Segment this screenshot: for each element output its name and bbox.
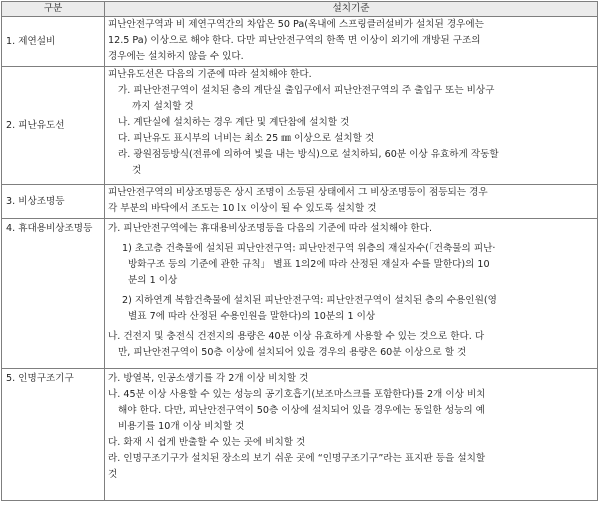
standard-line: 나. 건전지 및 충전식 건전지의 용량은 40분 이상 유효하게 사용할 수 있는 것으로 한다. 다 xyxy=(108,331,485,342)
standards-document xyxy=(1,1,598,501)
standard-line: 다. 화재 시 쉽게 반출할 수 있는 곳에 비치할 것 xyxy=(108,437,306,448)
row-standard xyxy=(105,67,598,185)
standard-line: 만, 피난안전구역이 50층 이상에 설치되어 있을 경우의 용량은 60분 이상으로 할 것 xyxy=(118,347,467,358)
standard-line: 가. 방열복, 인공소생기를 각 2개 이상 비치할 것 xyxy=(108,373,309,384)
standard-line: 1) 초고층 건축물에 설치된 피난안전구역: 피난안전구역 위층의 재실자수(「건축물의 피난· xyxy=(122,243,496,254)
standard-line: 해야 한다. 다만, 피난안전구역이 50층 이상에 설치되어 있을 경우에는 동일한 성능의 예 xyxy=(118,405,485,416)
standard-line: 까지 설치할 것 xyxy=(132,101,194,112)
standard-line: 가. 피난안전구역에는 휴대용비상조명등을 다음의 기준에 따라 설치해야 한다. xyxy=(108,223,433,234)
row-standard xyxy=(105,369,598,501)
standard-line: 것 xyxy=(132,165,142,176)
standard-line: 나. 계단실에 설치하는 경우 계단 및 계단참에 설치할 것 xyxy=(118,117,350,128)
row-category: 1. 제연설비 xyxy=(2,17,105,67)
row-category: 2. 피난유도선 xyxy=(2,67,105,185)
row-standard xyxy=(105,17,598,67)
table-row xyxy=(2,17,598,67)
row-category: 4. 휴대용비상조명등 xyxy=(2,219,105,369)
column-header-standard: 설치기준 xyxy=(105,2,598,17)
table-row xyxy=(2,67,598,185)
standard-line: 각 부분의 바닥에서 조도는 10 ㏓ 이상이 될 수 있도록 설치할 것 xyxy=(108,203,377,214)
table-row xyxy=(2,219,598,369)
row-standard xyxy=(105,219,598,369)
standard-line: 비용기를 10개 이상 비치할 것 xyxy=(118,421,245,432)
standard-line: 분의 1 이상 xyxy=(128,275,178,286)
standard-line: 2) 지하연계 복합건축물에 설치된 피난안전구역: 피난안전구역이 설치된 층의 수용인원(영 xyxy=(122,295,497,306)
standard-line: 12.5 Pa) 이상으로 해야 한다. 다만 피난안전구역의 한쪽 면 이상이 외기에 개방된 구조의 xyxy=(108,35,481,46)
standard-line: 경우에는 설치하지 않을 수 있다. xyxy=(108,51,244,62)
table-header-row xyxy=(2,2,598,17)
row-category: 3. 비상조명등 xyxy=(2,185,105,219)
standard-line: 피난유도선은 다음의 기준에 따라 설치해야 한다. xyxy=(108,69,312,80)
installation-standards-table xyxy=(1,1,598,501)
column-header-category: 구분 xyxy=(2,2,105,17)
standard-line: 방화구조 등의 기준에 관한 규칙」 별표 1의2에 따라 산정된 재실자 수를 말한다)의 10 xyxy=(128,259,490,270)
standard-line: 다. 피난유도 표시부의 너비는 최소 25 ㎜ 이상으로 설치할 것 xyxy=(118,133,375,144)
standard-line: 라. 인명구조기구가 설치된 장소의 보기 쉬운 곳에 “인명구조기구”라는 표지판 등을 설치할 xyxy=(108,453,486,464)
standard-line: 나. 45분 이상 사용할 수 있는 성능의 공기호흡기(보조마스크를 포함한다)를 2개 이상 비치 xyxy=(108,389,486,400)
table-row xyxy=(2,185,598,219)
row-standard xyxy=(105,185,598,219)
standard-line: 별표 7에 따라 산정된 수용인원을 말한다)의 10분의 1 이상 xyxy=(128,311,376,322)
standard-line: 것 xyxy=(108,469,118,480)
standard-line: 라. 광원점등방식(전류에 의하여 빛을 내는 방식)으로 설치하되, 60분 이상 유효하게 작동할 xyxy=(118,149,499,160)
table-row xyxy=(2,369,598,501)
standard-line: 피난안전구역의 비상조명등은 상시 조명이 소등된 상태에서 그 비상조명등이 점등되는 경우 xyxy=(108,187,488,198)
standard-line: 피난안전구역과 비 제연구역간의 차압은 50 Pa(옥내에 스프링클러설비가 설치된 경우에는 xyxy=(108,19,484,30)
standard-line: 가. 피난안전구역이 설치된 층의 계단실 출입구에서 피난안전구역의 주 출입구 또는 비상구 xyxy=(118,85,495,96)
row-category: 5. 인명구조기구 xyxy=(2,369,105,501)
